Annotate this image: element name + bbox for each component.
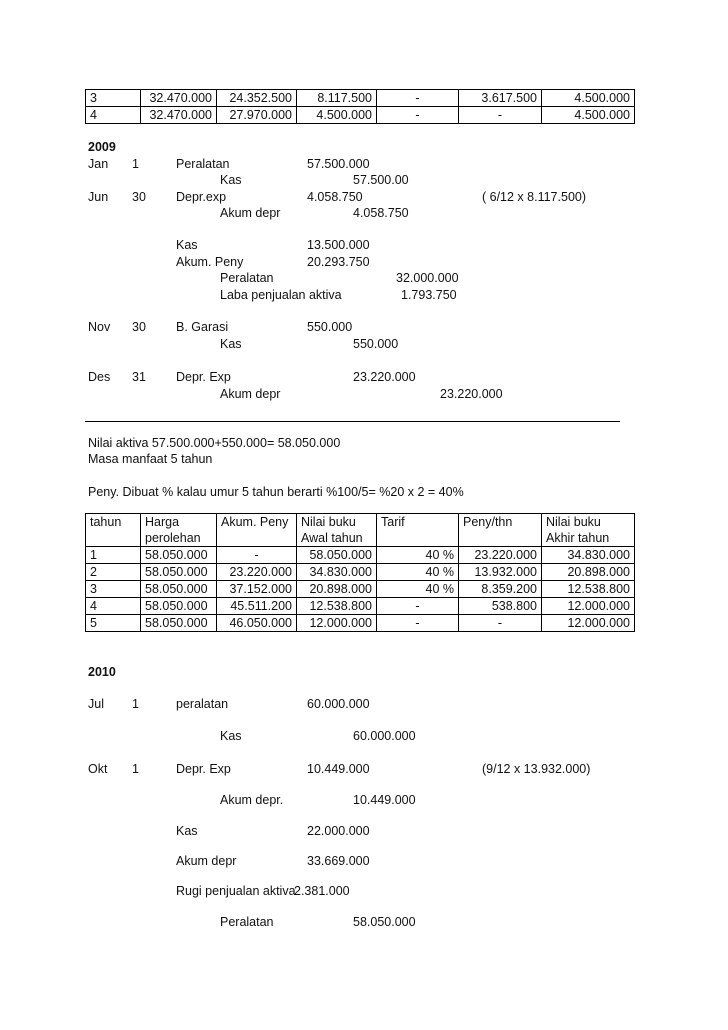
journal-day: 1 [132,697,139,711]
journal-month: Jul [88,697,104,711]
journal-debit: 4.058.750 [307,190,363,204]
journal-account: Akum depr. [220,793,284,807]
cell-accum: 46.050.000 [217,615,297,632]
journal-credit: 57.500.00 [353,173,409,187]
table-row [86,90,635,107]
header-dep-2 [459,530,542,547]
cell-cost: 58.050.000 [141,598,217,615]
journal-credit: 550.000 [353,337,399,351]
cell-dep: 13.932.000 [459,564,542,581]
header-accum-2 [217,530,297,547]
cell-book-end: 12.000.000 [542,615,635,632]
cell-accum: 45.511.200 [217,598,297,615]
journal-debit: 550.000 [307,320,353,334]
journal-account: Rugi penjualan aktiva [176,884,296,898]
top-depreciation-table [85,89,635,124]
header-rate-2 [377,530,459,547]
note-asset-value: Nilai aktiva 57.500.000+550.000= 58.050.000 [88,436,341,450]
table-row [86,107,635,124]
journal-note: (9/12 x 13.932.000) [482,762,591,776]
cell-rate: - [377,615,459,632]
journal-debit: 13.500.000 [307,238,370,252]
cell-book-end: 4.500.000 [542,107,635,124]
cell-cost: 32.470.000 [141,107,217,124]
cell-book-start: 58.050.000 [297,547,377,564]
cell-book-end: 20.898.000 [542,564,635,581]
journal-account: Peralatan [220,915,274,929]
journal-note: ( 6/12 x 8.117.500) [482,190,587,204]
header-year: tahun [86,514,141,531]
journal-debit: 22.000.000 [307,824,370,838]
journal-day: 31 [132,370,146,384]
cell-rate: 40 % [377,581,459,598]
journal-account: Akum depr [176,854,237,868]
journal-account: B. Garasi [176,320,229,334]
cell-dep: 3.617.500 [459,90,542,107]
cell-book-start: 20.898.000 [297,581,377,598]
year-heading-2010: 2010 [88,665,116,679]
note-useful-life: Masa manfaat 5 tahun [88,452,213,466]
cell-dep: 538.800 [459,598,542,615]
cell-book-end: 4.500.000 [542,90,635,107]
journal-month: Okt [88,762,108,776]
journal-account: Peralatan [176,157,230,171]
cell-book-end: 12.000.000 [542,598,635,615]
journal-account: Akum depr [220,206,281,220]
journal-account: Depr. Exp [176,762,231,776]
journal-debit: 20.293.750 [307,255,370,269]
cell-rate: - [377,598,459,615]
header-rate: Tarif [377,514,459,531]
journal-account: Laba penjualan aktiva [220,288,342,302]
header-book-start-2: Awal tahun [297,530,377,547]
cell-cost: 58.050.000 [141,615,217,632]
cell-year: 2 [86,564,141,581]
cell-dep: 23.220.000 [459,547,542,564]
cell-dep: - [459,615,542,632]
table-row [86,598,635,615]
cell-dep: 8.359.200 [459,581,542,598]
cell-year: 3 [86,581,141,598]
journal-month: Des [88,370,111,384]
journal-credit: 10.449.000 [353,793,416,807]
journal-account: Akum. Peny [176,255,244,269]
journal-debit: 10.449.000 [307,762,370,776]
table-row [86,547,635,564]
note-depreciation-rate: Peny. Dibuat % kalau umur 5 tahun berarti %100/5= %20 x 2 = 40% [88,485,464,499]
journal-account: Kas [176,238,198,252]
journal-debit: 33.669.000 [307,854,370,868]
cell-accum: - [217,547,297,564]
table-header-row [86,530,635,547]
cell-cost: 58.050.000 [141,564,217,581]
journal-account: Kas [176,824,198,838]
header-year-2 [86,530,141,547]
cell-cost: 32.470.000 [141,90,217,107]
cell-year: 4 [86,107,141,124]
journal-month: Nov [88,320,111,334]
cell-accum: 23.220.000 [217,564,297,581]
cell-book-start: 4.500.000 [297,107,377,124]
divider-line [85,421,620,422]
cell-book-start: 12.000.000 [297,615,377,632]
header-book-end-2: Akhir tahun [542,530,635,547]
cell-year: 4 [86,598,141,615]
journal-credit: 58.050.000 [353,915,416,929]
journal-month: Jun [88,190,109,204]
cell-year: 3 [86,90,141,107]
header-book-start: Nilai buku [297,514,377,531]
journal-debit: 60.000.000 [307,697,370,711]
depreciation-schedule-table [85,513,635,632]
year-heading-2009: 2009 [88,140,116,154]
journal-account: Akum depr [220,387,281,401]
journal-account: Depr. Exp [176,370,231,384]
table-header-row [86,514,635,531]
cell-accum: 37.152.000 [217,581,297,598]
journal-account: Kas [220,173,242,187]
journal-credit: 32.000.000 [396,271,459,285]
journal-account: Kas [220,729,242,743]
journal-credit: 60.000.000 [353,729,416,743]
journal-credit: 1.793.750 [401,288,457,302]
cell-book-start: 34.830.000 [297,564,377,581]
journal-credit: 23.220.000 [440,387,503,401]
header-cost-2: perolehan [141,530,217,547]
journal-account: peralatan [176,697,229,711]
cell-accum: 24.352.500 [217,90,297,107]
cell-cost: 58.050.000 [141,581,217,598]
cell-book-start: 12.538.800 [297,598,377,615]
journal-debit: 23.220.000 [353,370,416,384]
journal-account: Peralatan [220,271,274,285]
cell-rate: 40 % [377,564,459,581]
cell-accum: 27.970.000 [217,107,297,124]
cell-rate: 40 % [377,547,459,564]
cell-book-end: 34.830.000 [542,547,635,564]
journal-debit: 57.500.000 [307,157,370,171]
cell-cost: 58.050.000 [141,547,217,564]
cell-book-start: 8.117.500 [297,90,377,107]
journal-day: 30 [132,320,146,334]
cell-rate: - [377,107,459,124]
journal-credit: 4.058.750 [353,206,409,220]
header-book-end: Nilai buku [542,514,635,531]
cell-year: 1 [86,547,141,564]
table-row [86,564,635,581]
header-accum: Akum. Peny [217,514,297,531]
journal-day: 1 [132,762,139,776]
journal-debit: 2.381.000 [294,884,350,898]
table-row [86,615,635,632]
cell-book-end: 12.538.800 [542,581,635,598]
journal-day: 30 [132,190,146,204]
journal-account: Depr.exp [176,190,227,204]
journal-month: Jan [88,157,109,171]
table-row [86,581,635,598]
journal-account: Kas [220,337,242,351]
journal-day: 1 [132,157,139,171]
cell-year: 5 [86,615,141,632]
cell-rate: - [377,90,459,107]
cell-dep: - [459,107,542,124]
header-dep: Peny/thn [459,514,542,531]
header-cost: Harga [141,514,217,531]
